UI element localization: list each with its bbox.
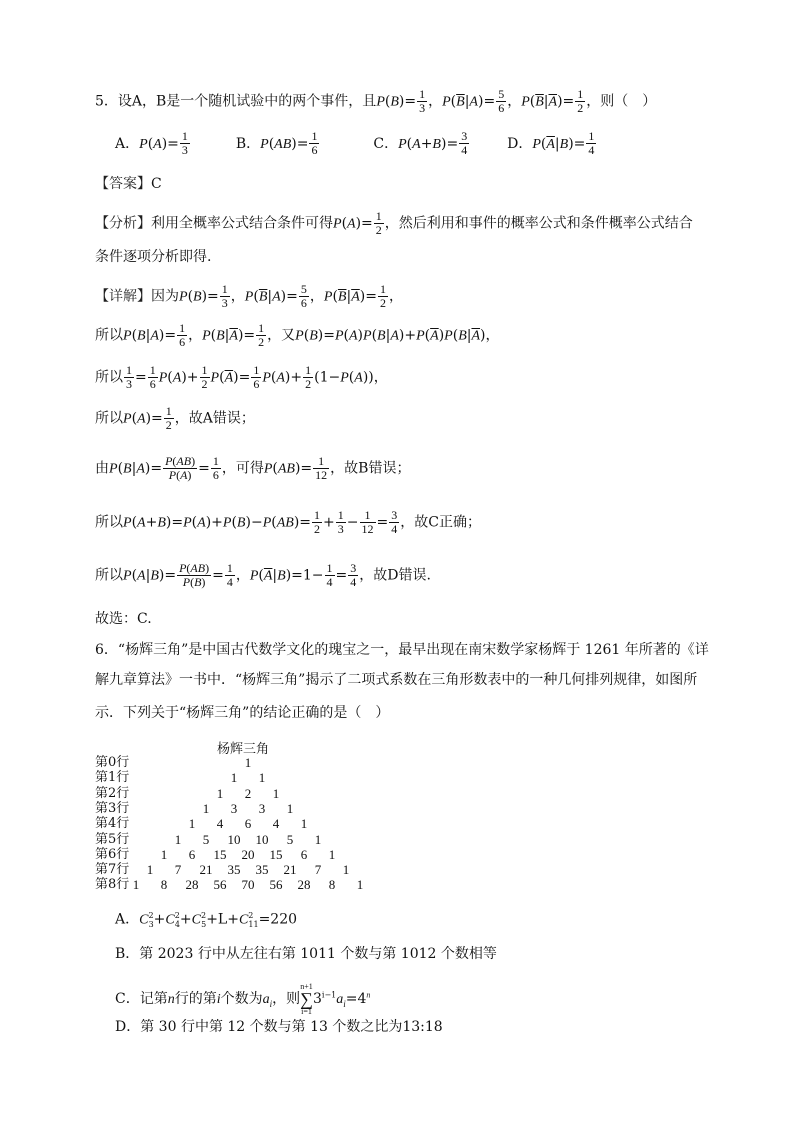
triangle-value: 1 (244, 755, 252, 770)
triangle-value: 4 (216, 816, 224, 832)
q5-option-d[interactable]: D．$P(\overline{A}|B)=$ $\frac{1}{4}$ (507, 129, 595, 157)
triangle-row-label: 第2行 (95, 785, 130, 801)
triangle-value: 35 (255, 862, 269, 878)
triangle-value: 35 (227, 862, 241, 878)
analysis-line-1: 【分析】利用全概率公式结合条件可得P(A)= $\frac{1}{2}$ ，然后利用和事件的概率公式和条件概率公式结合 (95, 209, 693, 237)
triangle-value: 6 (244, 816, 252, 832)
q5-stem: 5．设A，B是一个随机试验中的两个事件，且P(B)= $\frac{1}{3}$ ，$P(\overline{B}|A)=$ $\frac{5}{6}$ ，$P(\overline{B}|\overline{A})=$ $\frac{1}{2}$ ，则（ ） (95, 87, 657, 115)
triangle-row-label: 第3行 (95, 800, 130, 816)
detail-line-1: 【详解】因为P(B)= $\frac{1}{3}$ ，$P(\overline{B}|A)=$ $\frac{5}{6}$ ，$P(\overline{B}|\overline{A})=$ $\frac{1}{2}$ ， (95, 282, 403, 310)
triangle-value: 28 (297, 877, 311, 893)
triangle-row-label: 第4行 (95, 816, 130, 832)
triangle-row-label: 第1行 (95, 770, 130, 786)
triangle-value: 28 (185, 877, 199, 893)
triangle-value: 1 (202, 800, 210, 816)
triangle-row (95, 832, 395, 848)
triangle-value: 20 (241, 846, 255, 862)
triangle-value: 1 (146, 862, 154, 878)
triangle-value: 1 (272, 785, 280, 801)
triangle-value: 1 (314, 831, 322, 847)
triangle-value: 8 (160, 877, 168, 893)
analysis-line-2: 条件逐项分析即得. (95, 249, 212, 265)
triangle-value: 6 (300, 846, 308, 862)
triangle-value: 10 (227, 831, 241, 847)
triangle-value: 56 (213, 877, 227, 893)
detail-line-5: 由P(B|A)= $\frac{P(AB)}{P(A)}$ = $\frac{1}{6}$ ，可得P(AB)= $\frac{1}{12}$ ，故B错误； (95, 454, 411, 482)
triangle-value: 1 (174, 831, 182, 847)
detail-choose: 故选：C. (95, 611, 152, 627)
triangle-row (95, 816, 395, 832)
triangle-value: 7 (174, 862, 182, 878)
detail-line-6: 所以P(A+B)=P(A)+P(B)−P(AB)= $\frac{1}{2}$ + $\frac{1}{3}$ − $\frac{1}{12}$ = $\frac{3}{4}$ ，故C正确； (95, 508, 481, 536)
answer-tag: 【答案】 (95, 176, 151, 192)
q6-stem-line-2: 解九章算法》一书中．“杨辉三角”揭示了二项式系数在三角形数表中的一种几何排列规律，如图所 (95, 672, 698, 688)
triangle-value: 6 (188, 846, 196, 862)
triangle-value: 5 (286, 831, 294, 847)
q6-stem-line-1: 6．“杨辉三角”是中国古代数学文化的瑰宝之一，最早出现在南宋数学家杨辉于 1261 年所著的《详 (95, 642, 709, 658)
detail-line-3: 所以 $\frac{1}{3}$ = $\frac{1}{6}$ P(A)+ $\frac{1}{2}$ $P(\overline{A})=$ $\frac{1}{6}$ P(A)+ $\frac{1}{2}$ (1−P(A))， (95, 363, 388, 391)
triangle-row (95, 786, 395, 802)
triangle-value: 1 (356, 877, 364, 893)
triangle-row (95, 755, 395, 771)
detail-line-4: 所以P(A)= $\frac{1}{2}$ ，故A错误； (95, 404, 255, 432)
triangle-value: 8 (328, 877, 336, 893)
triangle-value: 15 (269, 846, 283, 862)
triangle-value: 56 (269, 877, 283, 893)
triangle-value: 3 (258, 800, 266, 816)
triangle-row-label: 第7行 (95, 862, 130, 878)
q6-option-b[interactable]: B．第 2023 行中从左往右第 1011 个数与第 1012 个数相等 (115, 946, 497, 962)
triangle-row-label: 第8行 (95, 877, 130, 893)
triangle-value: 21 (283, 862, 297, 878)
triangle-value: 21 (199, 862, 213, 878)
triangle-value: 10 (255, 831, 269, 847)
triangle-value: 1 (328, 846, 336, 862)
q5-option-c[interactable]: C．P(A+B)= $\frac{3}{4}$ (373, 129, 468, 157)
q5-option-a[interactable]: A．P(A)= $\frac{1}{3}$ (115, 129, 188, 157)
q5-option-b[interactable]: B．P(AB)= $\frac{1}{6}$ (235, 129, 318, 157)
triangle-value: 5 (202, 831, 210, 847)
triangle-row-label: 第5行 (95, 831, 130, 847)
triangle-value: 1 (230, 770, 238, 786)
q6-option-a[interactable]: A．$C^2_3+C^2_4+C^2_5+L+C^2_{11}=220$ (115, 911, 298, 930)
triangle-value: 1 (132, 877, 140, 893)
triangle-row-label: 第6行 (95, 846, 130, 862)
triangle-value: 1 (188, 816, 196, 832)
triangle-row (95, 877, 395, 893)
triangle-value: 1 (286, 800, 294, 816)
triangle-value: 1 (160, 846, 168, 862)
answer-value: C (151, 176, 162, 192)
triangle-value: 70 (241, 877, 255, 893)
triangle-value: 7 (314, 862, 322, 878)
triangle-row (95, 847, 395, 863)
q6-stem-line-3: 示．下列关于“杨辉三角”的结论正确的是（ ） (95, 705, 390, 721)
triangle-value: 2 (244, 785, 252, 801)
triangle-row (95, 770, 395, 786)
triangle-value: 3 (230, 800, 238, 816)
triangle-value: 1 (258, 770, 266, 786)
q5-options (115, 130, 597, 157)
triangle-value: 1 (342, 862, 350, 878)
triangle-title: 杨辉三角 (217, 742, 270, 757)
triangle-value: 1 (300, 816, 308, 832)
q6-option-d[interactable]: D．第 30 行中第 12 个数与第 13 个数之比为13:18 (115, 1019, 443, 1035)
triangle-row (95, 801, 395, 817)
triangle-value: 15 (213, 846, 227, 862)
detail-line-2: 所以P(B|A)= $\frac{1}{6}$ ，$P(B|\overline{A})=$ $\frac{1}{2}$ ，又$P(B)=P(A)P(B|A)+P(\overline{A})P(B|\overline{A})$， (95, 321, 500, 349)
triangle-row (95, 862, 395, 878)
triangle-row-label: 第0行 (95, 755, 130, 770)
detail-line-7: 所以P(A|B)= $\frac{P(AB)}{P(B)}$ = $\frac{1}{4}$ ，$P(\overline{A}|B)=1-$ $\frac{1}{4}$ = $\frac{3}{4}$ ，故D错误. (95, 561, 431, 589)
triangle-value: 4 (272, 816, 280, 832)
triangle-value: 1 (216, 785, 224, 801)
q6-option-c[interactable]: C．记第n行的第i个数为$a_i$，则 n+1 ∑ i=1 $3^{i-1}a_i=4^n$ (115, 982, 371, 1016)
answer-line (95, 174, 162, 194)
